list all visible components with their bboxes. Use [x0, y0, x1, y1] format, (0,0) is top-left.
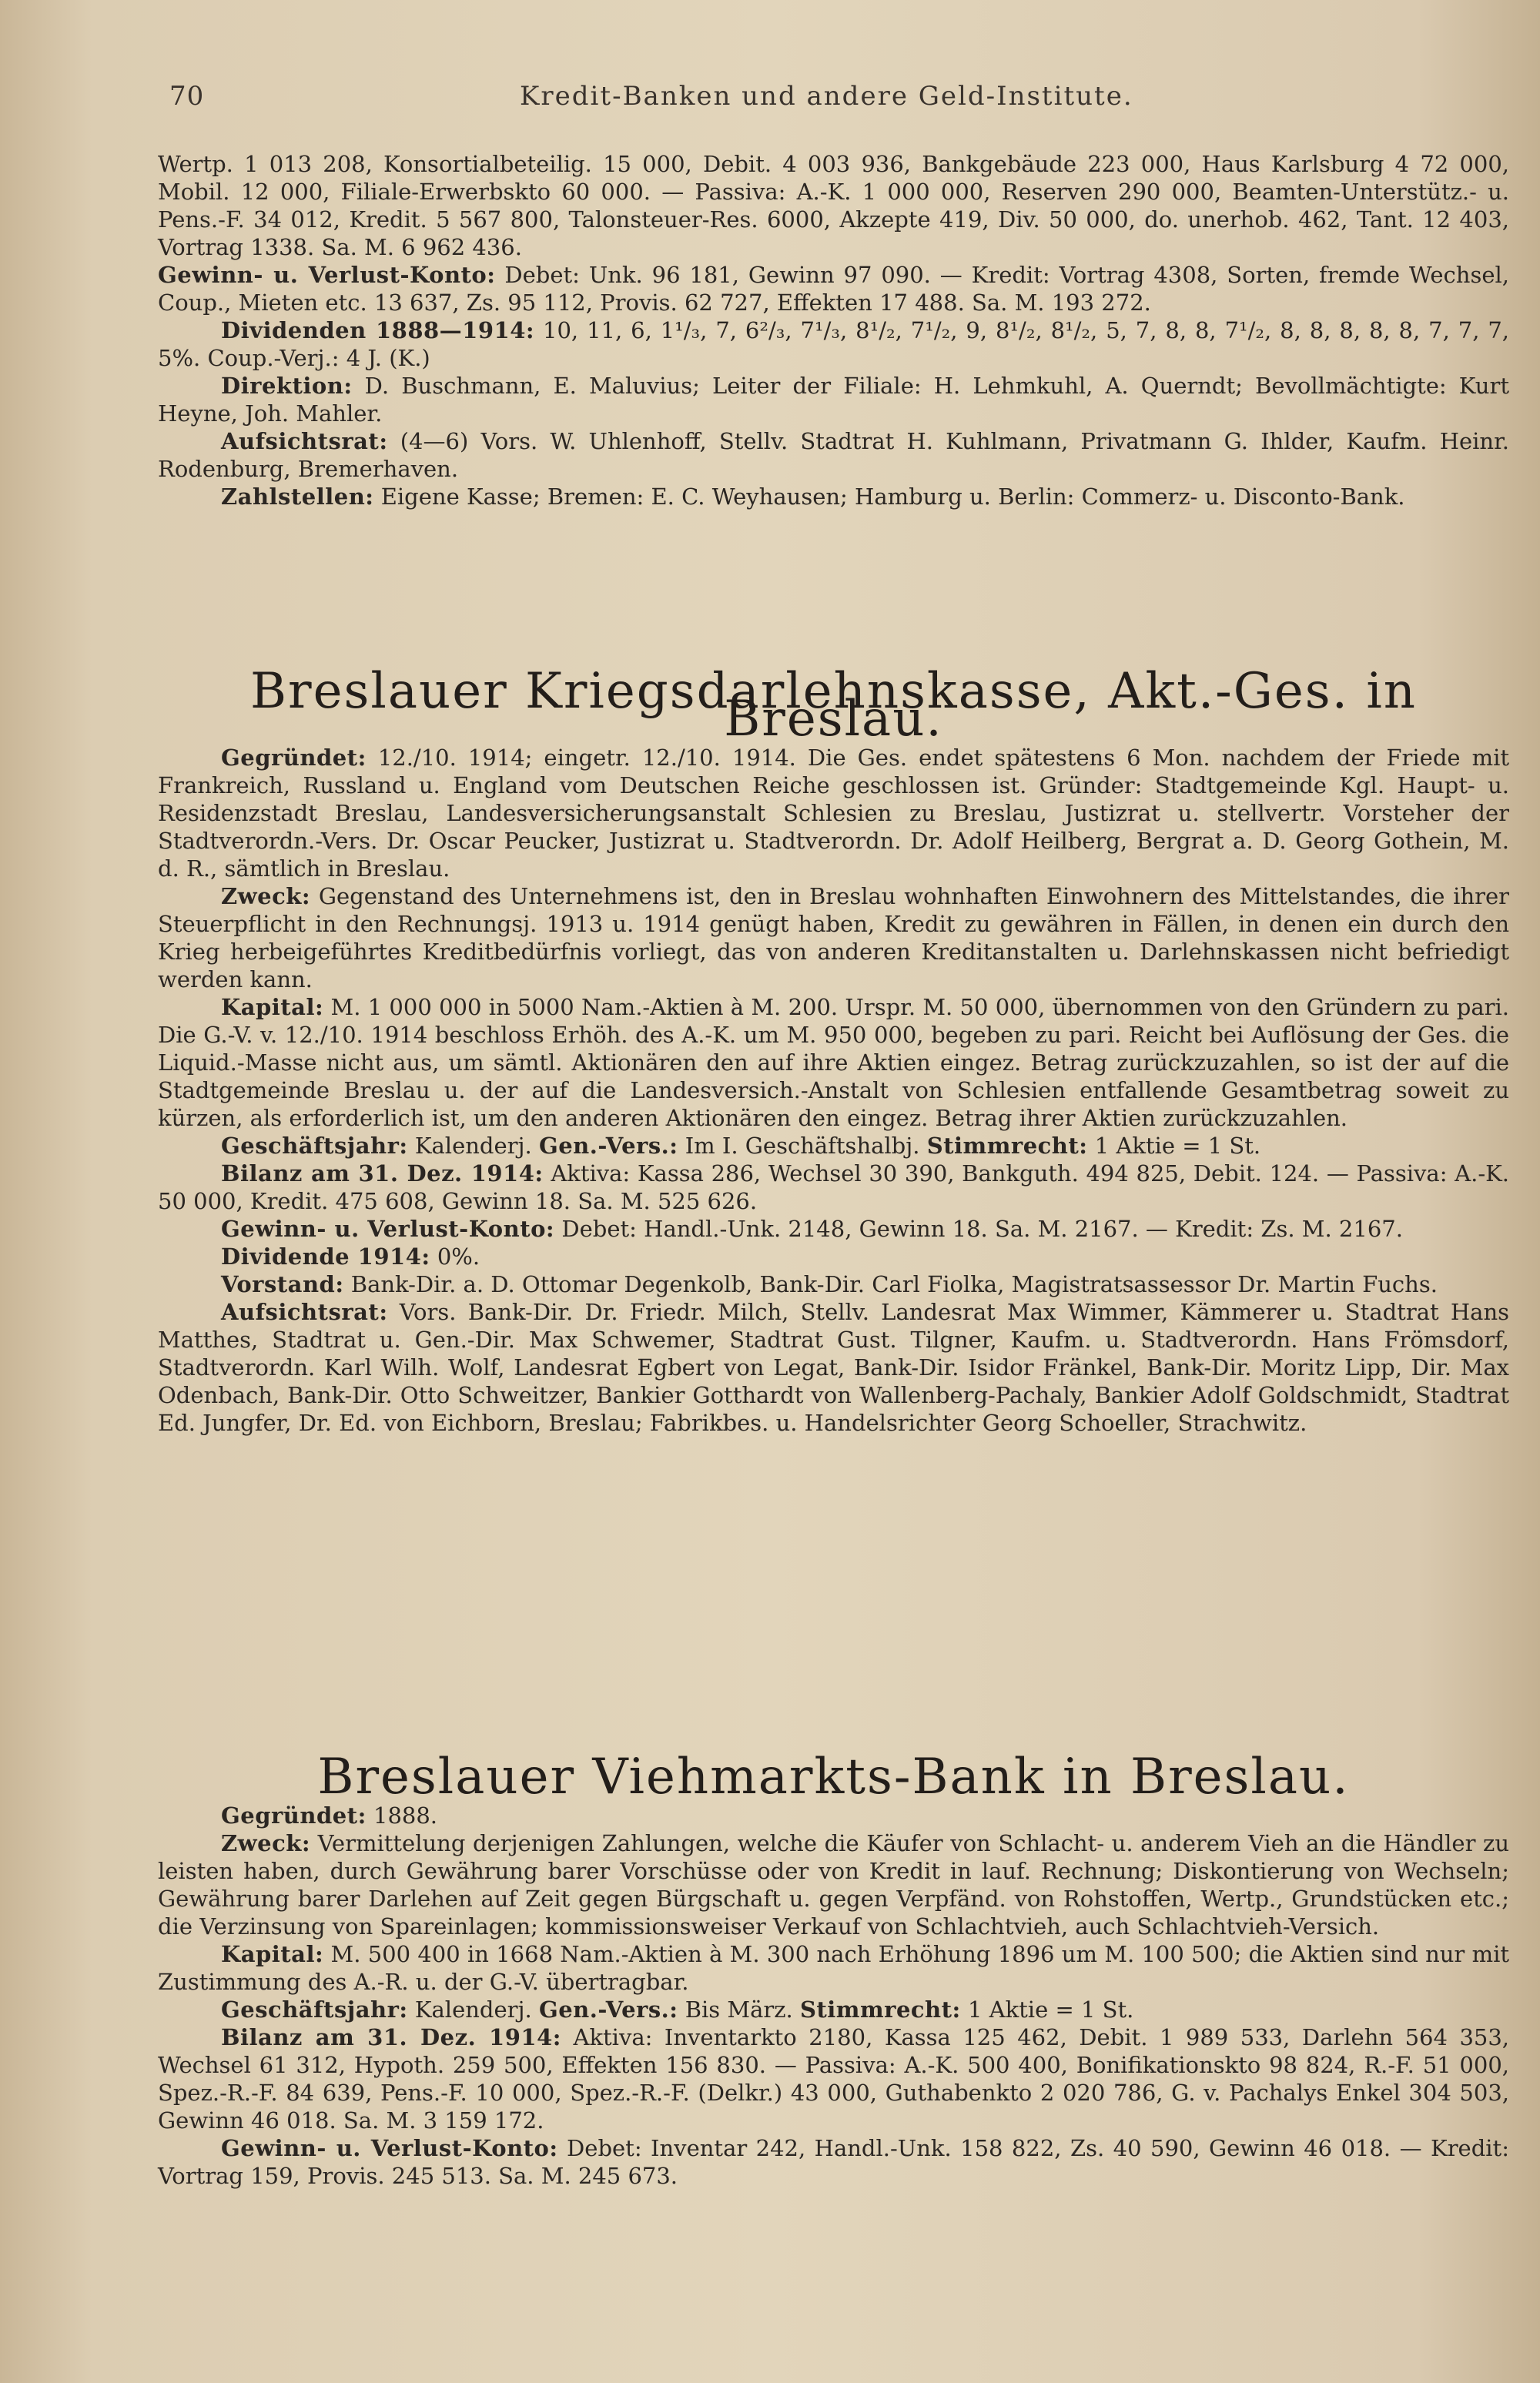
balance-text: Aktiva: Kassa 286, Wechsel 30 390, Bankguth. 494 825, Debit. 124. — Passiva: A.-K. 50 000, Kredit. 475 608, Gewinn 18. Sa. M. 525 626. — [158, 1160, 1509, 1214]
dividend-label: Dividende 1914: — [221, 1243, 430, 1270]
profit-loss-paragraph — [158, 2134, 1509, 2190]
capital-text: M. 1 000 000 in 5000 Nam.-Aktien à M. 200. Urspr. M. 50 000, übernommen von den Gründern zu pari. Die G.-V. v. 12./10. 1914 beschloss Erhöh. des A.-K. um M. 950 000, begeben zu pari. Reicht bei Auflösung der Ges. die Liquid.-Masse nicht aus, um sämtl. Aktionären den auf ihre Aktien eingez. Betrag zurückzuzahlen, so ist der auf die Stadtgemeinde Breslau u. der auf die Landesversich.-Anstalt von Schlesien entfallende Gesamtbetrag soweit zu kürzen, als erforderlich ist, um den anderen Aktionären den eingez. Betrag ihrer Aktien zurückzuzahlen. — [158, 994, 1510, 1131]
purpose-paragraph — [158, 1829, 1509, 1940]
purpose-label: Zweck: — [221, 1830, 311, 1856]
general-meeting-text: Bis März. — [685, 1996, 793, 2023]
founded-text: 12./10. 1914; eingetr. 12./10. 1914. Die Ges. endet spätestens 6 Mon. nachdem der Friede mit Frankreich, Russland u. England vom Deutschen Reiche geschlossen ist. Gründer: Stadtgemeinde Kgl. Haupt- u. Residenzstadt Breslau, Landesversicherungsanstalt Schlesien zu Breslau, Justizrat u. stellvertr. Vorsteher der Stadtverordn.-Vers. Dr. Oscar Peucker, Justizrat u. Stadtverordn. Dr. Adolf Heilberg, Bergrat a. D. Georg Gothein, M. d. R., sämtlich in Breslau. — [158, 745, 1510, 882]
voting-right-text: 1 Aktie = 1 St. — [967, 1996, 1134, 2023]
purpose-text: Gegenstand des Unternehmens ist, den in Breslau wohnhaften Einwohnern des Mittelstandes, die ihrer Steuerpflicht in den Rechnungsj. 1913 u. 1914 genügt haben, Kredit zu gewähren in Fällen, in denen ein durch den Krieg herbeigeführtes Kreditbedürfnis vorliegt, das von anderen Kreditanstalten u. Darlehnskassen nicht befriedigt werden kann. — [158, 883, 1510, 992]
purpose-paragraph — [158, 882, 1509, 993]
capital-paragraph — [158, 993, 1509, 1132]
capital-paragraph — [158, 1940, 1509, 1996]
profit-loss-text: Debet: Inventar 242, Handl.-Unk. 158 822, Zs. 40 590, Gewinn 46 018. — Kredit: Vortrag 159, Provis. 245 513. Sa. M. 245 673. — [158, 2135, 1509, 2189]
page-number: 70 — [169, 81, 205, 112]
fiscal-year-label: Geschäftsjahr: — [221, 1996, 408, 2023]
balance-paragraph — [158, 2023, 1509, 2134]
balance-continuation: Wertp. 1 013 208, Konsortialbeteilig. 15 000, Debit. 4 003 936, Bankgebäude 223 000, Haus Karlsburg 4 72 000, Mobil. 12 000, Filiale-Erwerbskto 60 000. — Passiva: A.-K. 1 000 000, Reserven 290 000, Beamten-Unterstütz.- u. Pens.-F. 34 012, Kredit. 5 567 800, Talonsteuer-Res. 6000, Akzepte 419, Div. 50 000, do. unerhob. 462, Tant. 12 403, Vortrag 1338. Sa. M. 6 962 436. — [158, 151, 1509, 260]
supervisory-board-text: (4—6) Vors. W. Uhlenhoff, Stellv. Stadtrat H. Kuhlmann, Privatmann G. Ihlder, Kaufm. Heinr. Rodenburg, Bremerhaven. — [158, 428, 1510, 482]
purpose-text: Vermittelung derjenigen Zahlungen, welche die Käufer von Schlacht- u. anderem Vieh an die Händler zu leisten haben, durch Gewährung barer Vorschüsse oder von Kredit in lauf. Rechnung; Diskontierung von Wechseln; Gewährung barer Darlehen auf Zeit gegen Bürgschaft u. gegen Verpfänd. von Rohstoffen, Wertp., Grundstücken etc.; die Verzinsung von Spareinlagen; kommissionsweiser Verkauf von Schlachtvieh, auch Schlachtvieh-Versich. — [158, 1830, 1509, 1940]
entry-title: Breslauer Kriegsdarlehnskasse, Akt.-Ges. in Breslau. — [250, 663, 1417, 748]
management-paragraph — [158, 372, 1509, 427]
purpose-label: Zweck: — [221, 883, 311, 909]
running-head: Kredit-Banken und andere Geld-Institute. — [520, 81, 1133, 112]
founded-paragraph — [158, 744, 1509, 882]
balance-text: Aktiva: Inventarkto 2180, Kassa 125 462, Debit. 1 989 533, Darlehn 564 353, Wechsel 61 312, Hypoth. 259 500, Effekten 156 830. — Passiva: A.-K. 500 400, Bonifikationskto 98 824, R.-F. 51 000, Spez.-R.-F. 84 639, Pens.-F. 10 000, Spez.-R.-F. (Delkr.) 43 000, Guthabenkto 2 020 786, G. v. Pachalys Enkel 304 503, Gewinn 46 018. Sa. M. 3 159 172. — [158, 2024, 1510, 2134]
supervisory-board-paragraph — [158, 427, 1509, 483]
profit-loss-text: Debet: Handl.-Unk. 2148, Gewinn 18. Sa. M. 2167. — Kredit: Zs. M. 2167. — [561, 1216, 1403, 1242]
capital-label: Kapital: — [221, 994, 324, 1020]
entry-kriegsdarlehnskasse — [158, 663, 1510, 1437]
entry-viehmarkts-bank — [158, 1749, 1510, 2190]
paying-agents-label: Zahlstellen: — [221, 484, 374, 510]
entry-continuation — [158, 150, 1509, 510]
founded-paragraph — [158, 1802, 1509, 1829]
general-meeting-text: Im I. Geschäftshalbj. — [685, 1133, 920, 1159]
voting-right-label: Stimmrecht: — [926, 1133, 1088, 1159]
board-label: Vorstand: — [221, 1271, 344, 1297]
supervisory-board-text: Vors. Bank-Dir. Dr. Friedr. Milch, Stellv. Landesrat Max Wimmer, Kämmerer u. Stadtrat Hans Matthes, Stadtrat u. Gen.-Dir. Max Schwemer, Stadtrat Gust. Tilgner, Kaufm. u. Stadtverordn. Hans Frömsdorf, Stadtverordn. Karl Wilh. Wolf, Landesrat Egbert von Legat, Bank-Dir. Isidor Fränkel, Bank-Dir. Moritz Lipp, Dir. Max Odenbach, Bank-Dir. Otto Schweitzer, Bankier Gotthardt von Wallenberg-Pachaly, Bankier Adolf Goldschmidt, Stadtrat Ed. Jungfer, Dr. Ed. von Eichborn, Breslau; Fabrikbes. u. Handelsrichter Georg Schoeller, Strachwitz. — [158, 1299, 1509, 1436]
supervisory-board-label: Aufsichtsrat: — [221, 428, 388, 454]
voting-right-label: Stimmrecht: — [799, 1996, 961, 2023]
fiscal-year-paragraph — [158, 1996, 1509, 2023]
fiscal-year-text: Kalenderj. — [414, 1996, 532, 2023]
board-text: Bank-Dir. a. D. Ottomar Degenkolb, Bank-Dir. Carl Fiolka, Magistratsassessor Dr. Martin Fuchs. — [350, 1271, 1438, 1297]
profit-loss-label: Gewinn- u. Verlust-Konto: — [158, 262, 496, 288]
fiscal-year-label: Geschäftsjahr: — [221, 1133, 408, 1159]
dividends-text: 10, 11, 6, 1¹/₃, 7, 6²/₃, 7¹/₃, 8¹/₂, 7¹/₂, 9, 8¹/₂, 8¹/₂, 5, 7, 8, 8, 7¹/₂, 8, 8, 8, 8, 8, 7, 7, 7, 5%. Coup.-Verj.: 4 J. (K.) — [158, 317, 1509, 371]
dividend-paragraph — [158, 1243, 1509, 1270]
founded-label: Gegründet: — [221, 1802, 367, 1829]
dividends-label: Dividenden 1888—1914: — [221, 317, 535, 343]
profit-loss-text: Debet: Unk. 96 181, Gewinn 97 090. — Kredit: Vortrag 4308, Sorten, fremde Wechsel, Coup., Mieten etc. 13 637, Zs. 95 112, Provis. 62 727, Effekten 17 488. Sa. M. 193 272. — [158, 262, 1509, 316]
profit-loss-label: Gewinn- u. Verlust-Konto: — [221, 2135, 558, 2161]
profit-loss-paragraph — [158, 261, 1509, 316]
general-meeting-label: Gen.-Vers.: — [538, 1996, 678, 2023]
profit-loss-paragraph — [158, 1215, 1509, 1243]
capital-label: Kapital: — [221, 1941, 324, 1967]
dividends-paragraph — [158, 316, 1509, 372]
balance-label: Bilanz am 31. Dez. 1914: — [221, 2024, 561, 2050]
supervisory-board-label: Aufsichtsrat: — [221, 1299, 388, 1325]
management-label: Direktion: — [221, 373, 353, 399]
supervisory-board-paragraph — [158, 1298, 1509, 1437]
voting-right-text: 1 Aktie = 1 St. — [1094, 1133, 1261, 1159]
balance-label: Bilanz am 31. Dez. 1914: — [221, 1160, 544, 1186]
entry-title: Breslauer Viehmarkts-Bank in Breslau. — [317, 1749, 1350, 1806]
founded-label: Gegründet: — [221, 745, 367, 771]
founded-text: 1888. — [373, 1802, 438, 1829]
capital-text: M. 500 400 in 1668 Nam.-Aktien à M. 300 nach Erhöhung 1896 um M. 100 500; die Aktien sind nur mit Zustimmung des A.-R. u. der G.-V. übertragbar. — [158, 1941, 1509, 1995]
fiscal-year-paragraph — [158, 1132, 1509, 1160]
paying-agents-text: Eigene Kasse; Bremen: E. C. Weyhausen; Hamburg u. Berlin: Commerz- u. Disconto-Bank. — [380, 484, 1405, 510]
board-paragraph — [158, 1270, 1509, 1298]
balance-paragraph — [158, 1160, 1509, 1215]
general-meeting-label: Gen.-Vers.: — [538, 1133, 678, 1159]
fiscal-year-text: Kalenderj. — [414, 1133, 532, 1159]
dividend-text: 0%. — [437, 1243, 480, 1270]
management-text: D. Buschmann, E. Maluvius; Leiter der Filiale: H. Lehmkuhl, A. Querndt; Bevollmächtigte: Kurt Heyne, Joh. Mahler. — [158, 373, 1509, 427]
paying-agents-paragraph — [158, 483, 1509, 510]
profit-loss-label: Gewinn- u. Verlust-Konto: — [221, 1216, 555, 1242]
